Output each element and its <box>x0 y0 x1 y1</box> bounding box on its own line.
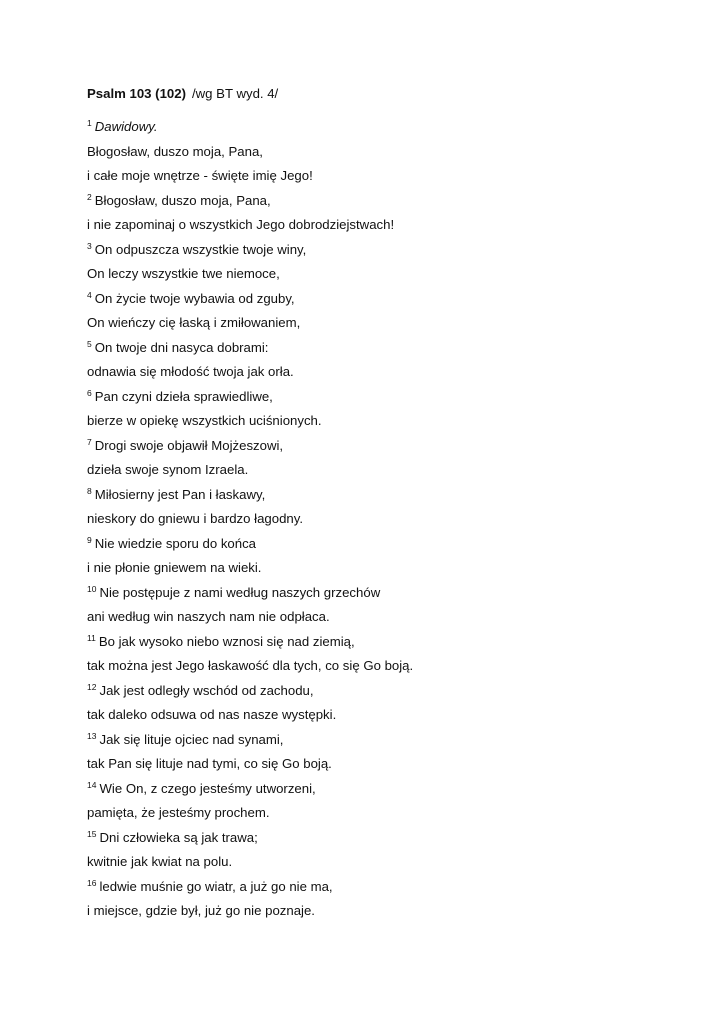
verse-text: Nie postępuje z nami według naszych grzechów <box>99 584 381 600</box>
verse-text: bierze w opiekę wszystkich uciśnionych. <box>87 413 322 428</box>
text-line <box>87 829 707 854</box>
text-line <box>87 878 707 903</box>
document-header <box>87 85 278 103</box>
verse-text: On leczy wszystkie twe niemoce, <box>87 266 280 281</box>
verse-text: ani według win naszych nam nie odpłaca. <box>87 609 330 624</box>
verse-text: tak Pan się lituje nad tymi, co się Go boją. <box>87 756 332 771</box>
text-line <box>87 559 707 584</box>
verse-text: tak można jest Jego łaskawość dla tych, co się Go boją. <box>87 658 414 673</box>
verse-text: Nie wiedzie sporu do końca <box>94 535 257 551</box>
verse-text: i miejsce, gdzie był, już go nie poznaje. <box>87 903 315 918</box>
verse-number: 1 <box>87 118 92 128</box>
verse-text: Drogi swoje objawił Mojżeszowi, <box>94 437 284 453</box>
verse-text: Dawidowy. <box>94 119 158 134</box>
verse-text: Dni człowieka są jak trawa; <box>99 829 258 845</box>
verse-text: i całe moje wnętrze - święte imię Jego! <box>87 168 313 183</box>
text-line <box>87 633 707 658</box>
text-line <box>87 241 707 266</box>
text-line <box>87 216 707 241</box>
verse-number: 2 <box>87 191 92 202</box>
edition-note: /wg BT wyd. 4/ <box>191 86 279 101</box>
verse-number: 4 <box>87 289 92 300</box>
text-line <box>87 486 707 511</box>
text-line <box>87 192 707 217</box>
verse-text: odnawia się młodość twoja jak orła. <box>87 364 294 379</box>
text-line <box>87 167 707 192</box>
text-line <box>87 510 707 535</box>
text-line <box>87 706 707 731</box>
text-line <box>87 731 707 756</box>
verse-text: pamięta, że jesteśmy prochem. <box>87 805 270 820</box>
verse-number: 9 <box>87 534 92 545</box>
text-line <box>87 461 707 486</box>
psalm-text <box>87 118 707 927</box>
text-line <box>87 608 707 633</box>
text-line <box>87 755 707 780</box>
verse-text: Jak się lituje ojciec nad synami, <box>99 731 284 747</box>
text-line <box>87 314 707 339</box>
text-line <box>87 437 707 462</box>
text-line <box>87 363 707 388</box>
text-line <box>87 657 707 682</box>
verse-text: On życie twoje wybawia od zguby, <box>94 290 295 306</box>
verse-number: 7 <box>87 436 92 447</box>
verse-text: Miłosierny jest Pan i łaskawy, <box>94 486 266 502</box>
verse-text: i nie zapominaj o wszystkich Jego dobrodziejstwach! <box>87 217 395 232</box>
verse-text: i nie płonie gniewem na wieki. <box>87 560 262 575</box>
text-line <box>87 118 707 143</box>
verse-text: ledwie muśnie go wiatr, a już go nie ma, <box>99 878 333 894</box>
verse-text: Pan czyni dzieła sprawiedliwe, <box>94 388 273 404</box>
text-line <box>87 682 707 707</box>
verse-number: 6 <box>87 387 92 398</box>
verse-number: 8 <box>87 485 92 496</box>
verse-number: 14 <box>87 779 97 790</box>
verse-text: Jak jest odległy wschód od zachodu, <box>99 682 314 698</box>
psalm-title: Psalm 103 (102) <box>87 86 186 101</box>
text-line <box>87 290 707 315</box>
text-line <box>87 339 707 364</box>
text-line <box>87 853 707 878</box>
verse-text: Błogosław, duszo moja, Pana, <box>87 143 263 159</box>
verse-number: 5 <box>87 338 92 349</box>
text-line <box>87 804 707 829</box>
verse-text: Błogosław, duszo moja, Pana, <box>94 192 271 208</box>
verse-number: 12 <box>87 681 97 692</box>
verse-text: kwitnie jak kwiat na polu. <box>87 854 233 869</box>
verse-text: On twoje dni nasyca dobrami: <box>94 339 269 355</box>
text-line <box>87 412 707 437</box>
text-line <box>87 584 707 609</box>
verse-text: tak daleko odsuwa od nas nasze występki. <box>87 707 337 722</box>
verse-number: 3 <box>87 240 92 251</box>
text-line <box>87 265 707 290</box>
text-line <box>87 535 707 560</box>
verse-number: 16 <box>87 877 97 888</box>
verse-text: Wie On, z czego jesteśmy utworzeni, <box>99 780 316 796</box>
verse-number: 10 <box>87 583 97 594</box>
text-line <box>87 902 707 927</box>
verse-number: 15 <box>87 828 97 839</box>
verse-number: 11 <box>87 632 96 643</box>
text-line <box>87 388 707 413</box>
text-line <box>87 143 707 168</box>
verse-text: On wieńczy cię łaską i zmiłowaniem, <box>87 315 301 330</box>
verse-text: dzieła swoje synom Izraela. <box>87 462 249 477</box>
verse-text: On odpuszcza wszystkie twoje winy, <box>94 241 307 257</box>
verse-text: nieskory do gniewu i bardzo łagodny. <box>87 511 304 526</box>
verse-text: Bo jak wysoko niebo wznosi się nad ziemią, <box>98 633 355 649</box>
text-line <box>87 780 707 805</box>
verse-number: 13 <box>87 730 97 741</box>
